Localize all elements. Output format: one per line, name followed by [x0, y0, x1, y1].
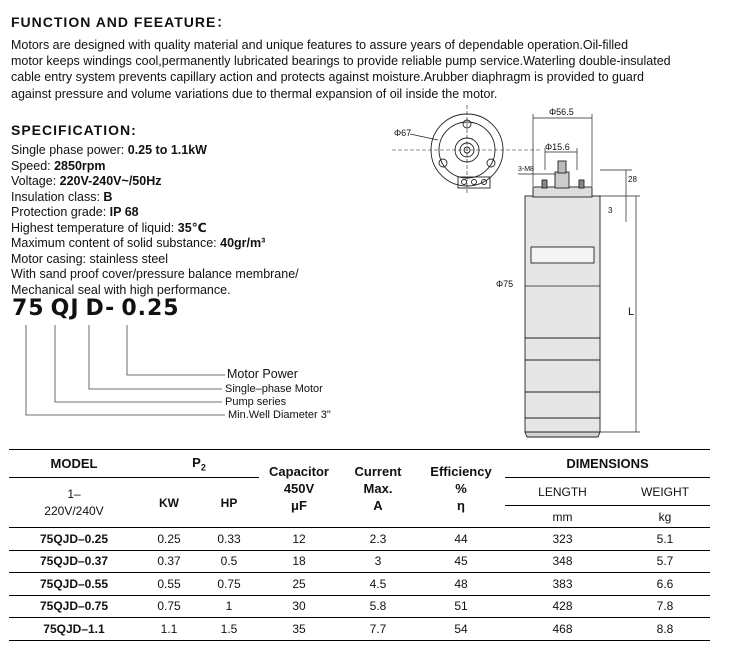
label-well-diameter: Min.Well Diameter 3"	[228, 409, 331, 421]
spec-item: Insulation class: B	[11, 189, 113, 204]
specification-heading: SPECIFICATION:	[11, 122, 137, 138]
table-cell: 0.37	[139, 550, 199, 573]
table-cell: 1	[199, 595, 259, 618]
header-weight: WEIGHT	[620, 478, 710, 506]
cell-model: 75QJD–0.25	[9, 528, 139, 551]
spec-item: Voltage: 220V-240V~/50Hz	[11, 174, 162, 188]
table-cell: 0.25	[139, 528, 199, 551]
model-code-series: QJ	[50, 296, 80, 321]
table-cell: 0.55	[139, 573, 199, 596]
table-cell: 428	[505, 595, 620, 618]
table-cell: 323	[505, 528, 620, 551]
table-row	[9, 618, 710, 641]
label-pump-series: Pump series	[225, 396, 287, 408]
model-code-diameter: 75	[12, 296, 45, 321]
header-length: LENGTH	[505, 478, 620, 506]
table-cell: 7.8	[620, 595, 710, 618]
model-code-phase: D-	[85, 296, 116, 321]
header-capacitor: Capacitor 450V μF	[259, 450, 339, 528]
table-cell: 1.5	[199, 618, 259, 641]
table-row	[9, 595, 710, 618]
dim-phi75: Φ75	[496, 279, 514, 289]
table-cell: 1.1	[139, 618, 199, 641]
cell-model: 75QJD–0.75	[9, 595, 139, 618]
dim-phi67: Φ67	[394, 128, 412, 138]
dim-phi56: Φ56.5	[549, 107, 574, 117]
header-dimensions: DIMENSIONS	[505, 450, 710, 478]
table-cell: 348	[505, 550, 620, 573]
table-cell: 25	[259, 573, 339, 596]
motor-top-view	[392, 105, 540, 195]
spec-item: Mechanical seal with high performance.	[11, 282, 231, 297]
cell-model: 75QJD–0.37	[9, 550, 139, 573]
header-kw: KW	[139, 478, 199, 528]
dim-3: 3	[608, 206, 613, 215]
header-phase: 1– 220V/240V	[9, 478, 139, 528]
table-cell: 54	[417, 618, 505, 641]
cell-model: 75QJD–0.55	[9, 573, 139, 596]
dim-28: 28	[628, 175, 637, 184]
header-model: MODEL	[9, 450, 139, 478]
table-cell: 2.3	[339, 528, 417, 551]
dim-3m8: 3-M8	[518, 166, 534, 173]
header-weight-unit: kg	[620, 506, 710, 528]
dim-phi15: Φ15.6	[545, 142, 570, 152]
table-cell: 51	[417, 595, 505, 618]
table-cell: 6.6	[620, 573, 710, 596]
header-efficiency: Efficiency % η	[417, 450, 505, 528]
table-cell: 4.5	[339, 573, 417, 596]
spec-item: Motor casing: stainless steel	[11, 251, 169, 266]
spec-item: Single phase power: 0.25 to 1.1kW	[11, 143, 207, 157]
cell-model: 75QJD–1.1	[9, 618, 139, 641]
header-current: Current Max. A	[339, 450, 417, 528]
header-hp: HP	[199, 478, 259, 528]
specification-table	[9, 449, 710, 641]
motor-side-view	[525, 161, 600, 437]
table-cell: 30	[259, 595, 339, 618]
header-p2: $P_2$	[139, 450, 259, 478]
intro-line: cable entry system prevents capillary action and protects against moisture.Arubber diaphragm is provided to guard	[11, 70, 644, 85]
table-cell: 8.8	[620, 618, 710, 641]
spec-item: With sand proof cover/pressure balance membrane/	[11, 267, 299, 281]
table-body	[9, 528, 710, 641]
model-code-leaders	[26, 325, 225, 415]
label-single-phase: Single–phase Motor	[225, 383, 323, 395]
table-row	[9, 550, 710, 573]
header-length-unit: mm	[505, 506, 620, 528]
table-row	[9, 573, 710, 596]
table-cell: 468	[505, 618, 620, 641]
table-row	[9, 528, 710, 551]
table-cell: 0.5	[199, 550, 259, 573]
table-cell: 44	[417, 528, 505, 551]
model-code-power: 0.25	[121, 296, 180, 321]
table-cell: 35	[259, 618, 339, 641]
label-motor-power: Motor Power	[227, 367, 298, 381]
intro-line: against pressure and volume variations due to thermal expansion of oil inside the motor.	[11, 86, 498, 101]
table-cell: 18	[259, 550, 339, 573]
spec-item: Highest temperature of liquid: 35℃	[11, 220, 207, 235]
table-cell: 5.8	[339, 595, 417, 618]
table-cell: 12	[259, 528, 339, 551]
spec-item: Speed: 2850rpm	[11, 158, 106, 173]
table-cell: 5.7	[620, 550, 710, 573]
table-cell: 5.1	[620, 528, 710, 551]
table-cell: 7.7	[339, 618, 417, 641]
table-cell: 0.75	[139, 595, 199, 618]
intro-line: motor keeps windings cool,permanently lubricated bearings to provide reliable pump service.Waterling double-insulated	[11, 54, 671, 69]
table-cell: 45	[417, 550, 505, 573]
intro-line: Motors are designed with quality material and unique features to assure years of dependable operation.Oil-filled	[11, 38, 629, 52]
table-cell: 383	[505, 573, 620, 596]
spec-item: Maximum content of solid substance: 40gr/m³	[11, 236, 266, 250]
spec-item: Protection grade: IP 68	[11, 205, 139, 219]
function-heading: FUNCTION AND FEEATURE：	[11, 14, 232, 30]
table-cell: 3	[339, 550, 417, 573]
table-cell: 0.75	[199, 573, 259, 596]
table-cell: 0.33	[199, 528, 259, 551]
table-cell: 48	[417, 573, 505, 596]
dim-length: L	[628, 306, 635, 318]
